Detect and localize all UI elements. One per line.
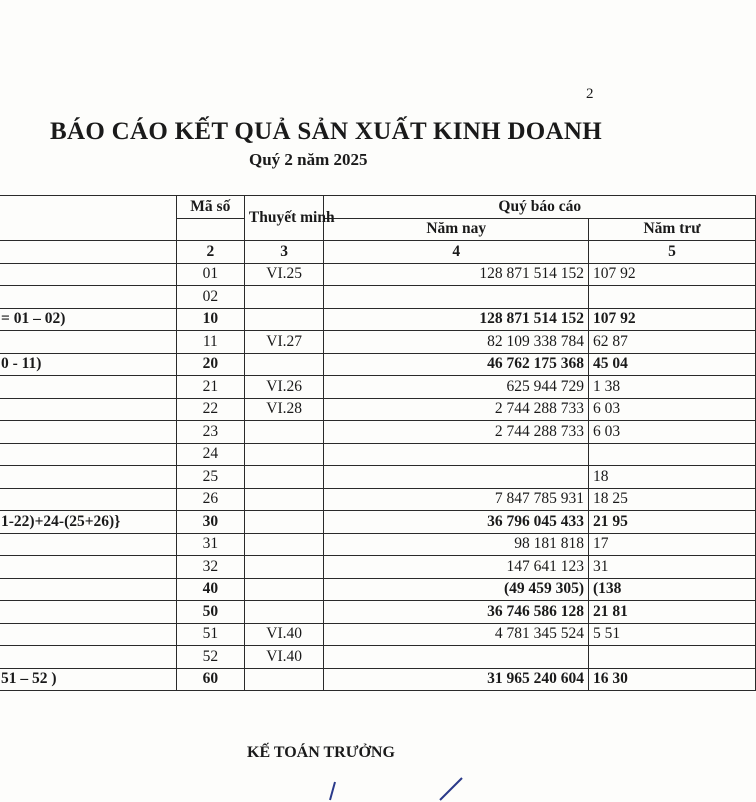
row-nam-nay: 82 109 338 784 <box>324 331 589 354</box>
row-nam-truoc: 5 51 <box>589 623 756 646</box>
row-ma-so: 30 <box>176 511 244 534</box>
signer-title: KẾ TOÁN TRƯỞNG <box>247 744 395 761</box>
row-item-name <box>0 556 176 579</box>
report-period: Quý 2 năm 2025 <box>249 150 368 169</box>
header-col1-blank <box>0 241 176 264</box>
row-thuyet-minh <box>244 286 324 309</box>
row-nam-truoc: 17 <box>589 533 756 556</box>
table-row <box>0 331 756 354</box>
row-nam-nay <box>324 466 589 489</box>
row-nam-truoc: 16 30 <box>589 668 756 691</box>
row-nam-truoc: 21 95 <box>589 511 756 534</box>
row-nam-truoc: 31 <box>589 556 756 579</box>
row-nam-nay: 128 871 514 152 <box>324 308 589 331</box>
row-nam-nay: 98 181 818 <box>324 533 589 556</box>
row-thuyet-minh <box>244 443 324 466</box>
row-ma-so: 60 <box>176 668 244 691</box>
table-row <box>0 578 756 601</box>
table-row <box>0 263 756 286</box>
table-row <box>0 488 756 511</box>
signature-stroke <box>290 772 490 802</box>
header-nam-truoc: Năm trư <box>589 218 756 241</box>
row-nam-nay <box>324 286 589 309</box>
row-ma-so: 10 <box>176 308 244 331</box>
row-item-name <box>0 421 176 444</box>
row-item-name <box>0 398 176 421</box>
row-ma-so: 52 <box>176 646 244 669</box>
row-ma-so: 23 <box>176 421 244 444</box>
row-nam-nay <box>324 443 589 466</box>
row-nam-truoc: 1 38 <box>589 376 756 399</box>
row-nam-nay: 46 762 175 368 <box>324 353 589 376</box>
income-statement-table <box>0 195 756 691</box>
table-row <box>0 533 756 556</box>
header-col-2: 2 <box>176 241 244 264</box>
row-item-name: 0 - 11) <box>0 353 176 376</box>
row-nam-truoc: 6 03 <box>589 398 756 421</box>
corner-text: 2 <box>586 86 594 102</box>
row-ma-so: 11 <box>176 331 244 354</box>
row-nam-nay: (49 459 305) <box>324 578 589 601</box>
row-ma-so: 40 <box>176 578 244 601</box>
header-nam-nay: Năm nay <box>324 218 589 241</box>
row-item-name <box>0 488 176 511</box>
header-quy-bao-cao: Quý báo cáo <box>324 196 756 219</box>
row-ma-so: 31 <box>176 533 244 556</box>
row-nam-nay: 36 796 045 433 <box>324 511 589 534</box>
table-row <box>0 421 756 444</box>
header-ma-so: Mã số <box>176 196 244 219</box>
row-ma-so: 51 <box>176 623 244 646</box>
row-ma-so: 21 <box>176 376 244 399</box>
row-thuyet-minh <box>244 308 324 331</box>
row-nam-truoc: (138 <box>589 578 756 601</box>
row-item-name <box>0 443 176 466</box>
row-nam-truoc <box>589 443 756 466</box>
header-col-3: 3 <box>244 241 324 264</box>
row-nam-truoc <box>589 286 756 309</box>
row-item-name: = 01 – 02) <box>0 308 176 331</box>
row-nam-truoc: 107 92 <box>589 308 756 331</box>
table-row <box>0 353 756 376</box>
row-item-name <box>0 331 176 354</box>
row-nam-nay: 625 944 729 <box>324 376 589 399</box>
row-nam-nay: 7 847 785 931 <box>324 488 589 511</box>
row-thuyet-minh <box>244 511 324 534</box>
table-row <box>0 601 756 624</box>
report-title: BÁO CÁO KẾT QUẢ SẢN XUẤT KINH DOANH <box>50 118 603 145</box>
row-thuyet-minh: VI.40 <box>244 623 324 646</box>
row-item-name <box>0 376 176 399</box>
row-nam-nay: 147 641 123 <box>324 556 589 579</box>
row-nam-truoc: 62 87 <box>589 331 756 354</box>
header-item-blank <box>0 196 176 241</box>
row-ma-so: 32 <box>176 556 244 579</box>
row-ma-so: 50 <box>176 601 244 624</box>
row-thuyet-minh: VI.26 <box>244 376 324 399</box>
row-item-name <box>0 646 176 669</box>
row-thuyet-minh <box>244 668 324 691</box>
row-thuyet-minh <box>244 488 324 511</box>
header-col-5: 5 <box>589 241 756 264</box>
row-nam-nay: 2 744 288 733 <box>324 421 589 444</box>
header-ma-so-blank <box>176 218 244 241</box>
row-item-name <box>0 578 176 601</box>
row-nam-nay: 31 965 240 604 <box>324 668 589 691</box>
row-nam-nay: 36 746 586 128 <box>324 601 589 624</box>
table-row <box>0 398 756 421</box>
row-nam-truoc <box>589 646 756 669</box>
row-ma-so: 22 <box>176 398 244 421</box>
row-thuyet-minh <box>244 578 324 601</box>
table-row <box>0 623 756 646</box>
row-item-name: 51 – 52 ) <box>0 668 176 691</box>
table-row <box>0 646 756 669</box>
row-thuyet-minh <box>244 556 324 579</box>
table-row <box>0 466 756 489</box>
row-nam-nay: 4 781 345 524 <box>324 623 589 646</box>
table-header <box>0 196 756 264</box>
row-item-name <box>0 263 176 286</box>
table-row <box>0 308 756 331</box>
table-row <box>0 668 756 691</box>
row-ma-so: 20 <box>176 353 244 376</box>
row-thuyet-minh: VI.27 <box>244 331 324 354</box>
row-ma-so: 24 <box>176 443 244 466</box>
row-nam-nay: 128 871 514 152 <box>324 263 589 286</box>
row-item-name: 1-22)+24-(25+26)} <box>0 511 176 534</box>
row-nam-nay: 2 744 288 733 <box>324 398 589 421</box>
row-thuyet-minh <box>244 421 324 444</box>
row-thuyet-minh <box>244 466 324 489</box>
table-row <box>0 511 756 534</box>
row-nam-truoc: 21 81 <box>589 601 756 624</box>
row-thuyet-minh <box>244 601 324 624</box>
row-thuyet-minh <box>244 353 324 376</box>
row-nam-nay <box>324 646 589 669</box>
row-nam-truoc: 107 92 <box>589 263 756 286</box>
row-thuyet-minh: VI.28 <box>244 398 324 421</box>
table-row <box>0 443 756 466</box>
row-thuyet-minh: VI.25 <box>244 263 324 286</box>
row-thuyet-minh: VI.40 <box>244 646 324 669</box>
header-thuyet-minh: Thuyết minh <box>244 196 324 241</box>
row-item-name <box>0 286 176 309</box>
table-row <box>0 286 756 309</box>
row-ma-so: 26 <box>176 488 244 511</box>
row-ma-so: 25 <box>176 466 244 489</box>
row-item-name <box>0 466 176 489</box>
header-col-4: 4 <box>324 241 589 264</box>
row-nam-truoc: 45 04 <box>589 353 756 376</box>
row-item-name <box>0 623 176 646</box>
row-nam-truoc: 18 <box>589 466 756 489</box>
row-thuyet-minh <box>244 533 324 556</box>
row-item-name <box>0 533 176 556</box>
table-row <box>0 556 756 579</box>
row-nam-truoc: 6 03 <box>589 421 756 444</box>
row-item-name <box>0 601 176 624</box>
table-row <box>0 376 756 399</box>
row-ma-so: 01 <box>176 263 244 286</box>
row-ma-so: 02 <box>176 286 244 309</box>
row-nam-truoc: 18 25 <box>589 488 756 511</box>
table-body <box>0 263 756 691</box>
